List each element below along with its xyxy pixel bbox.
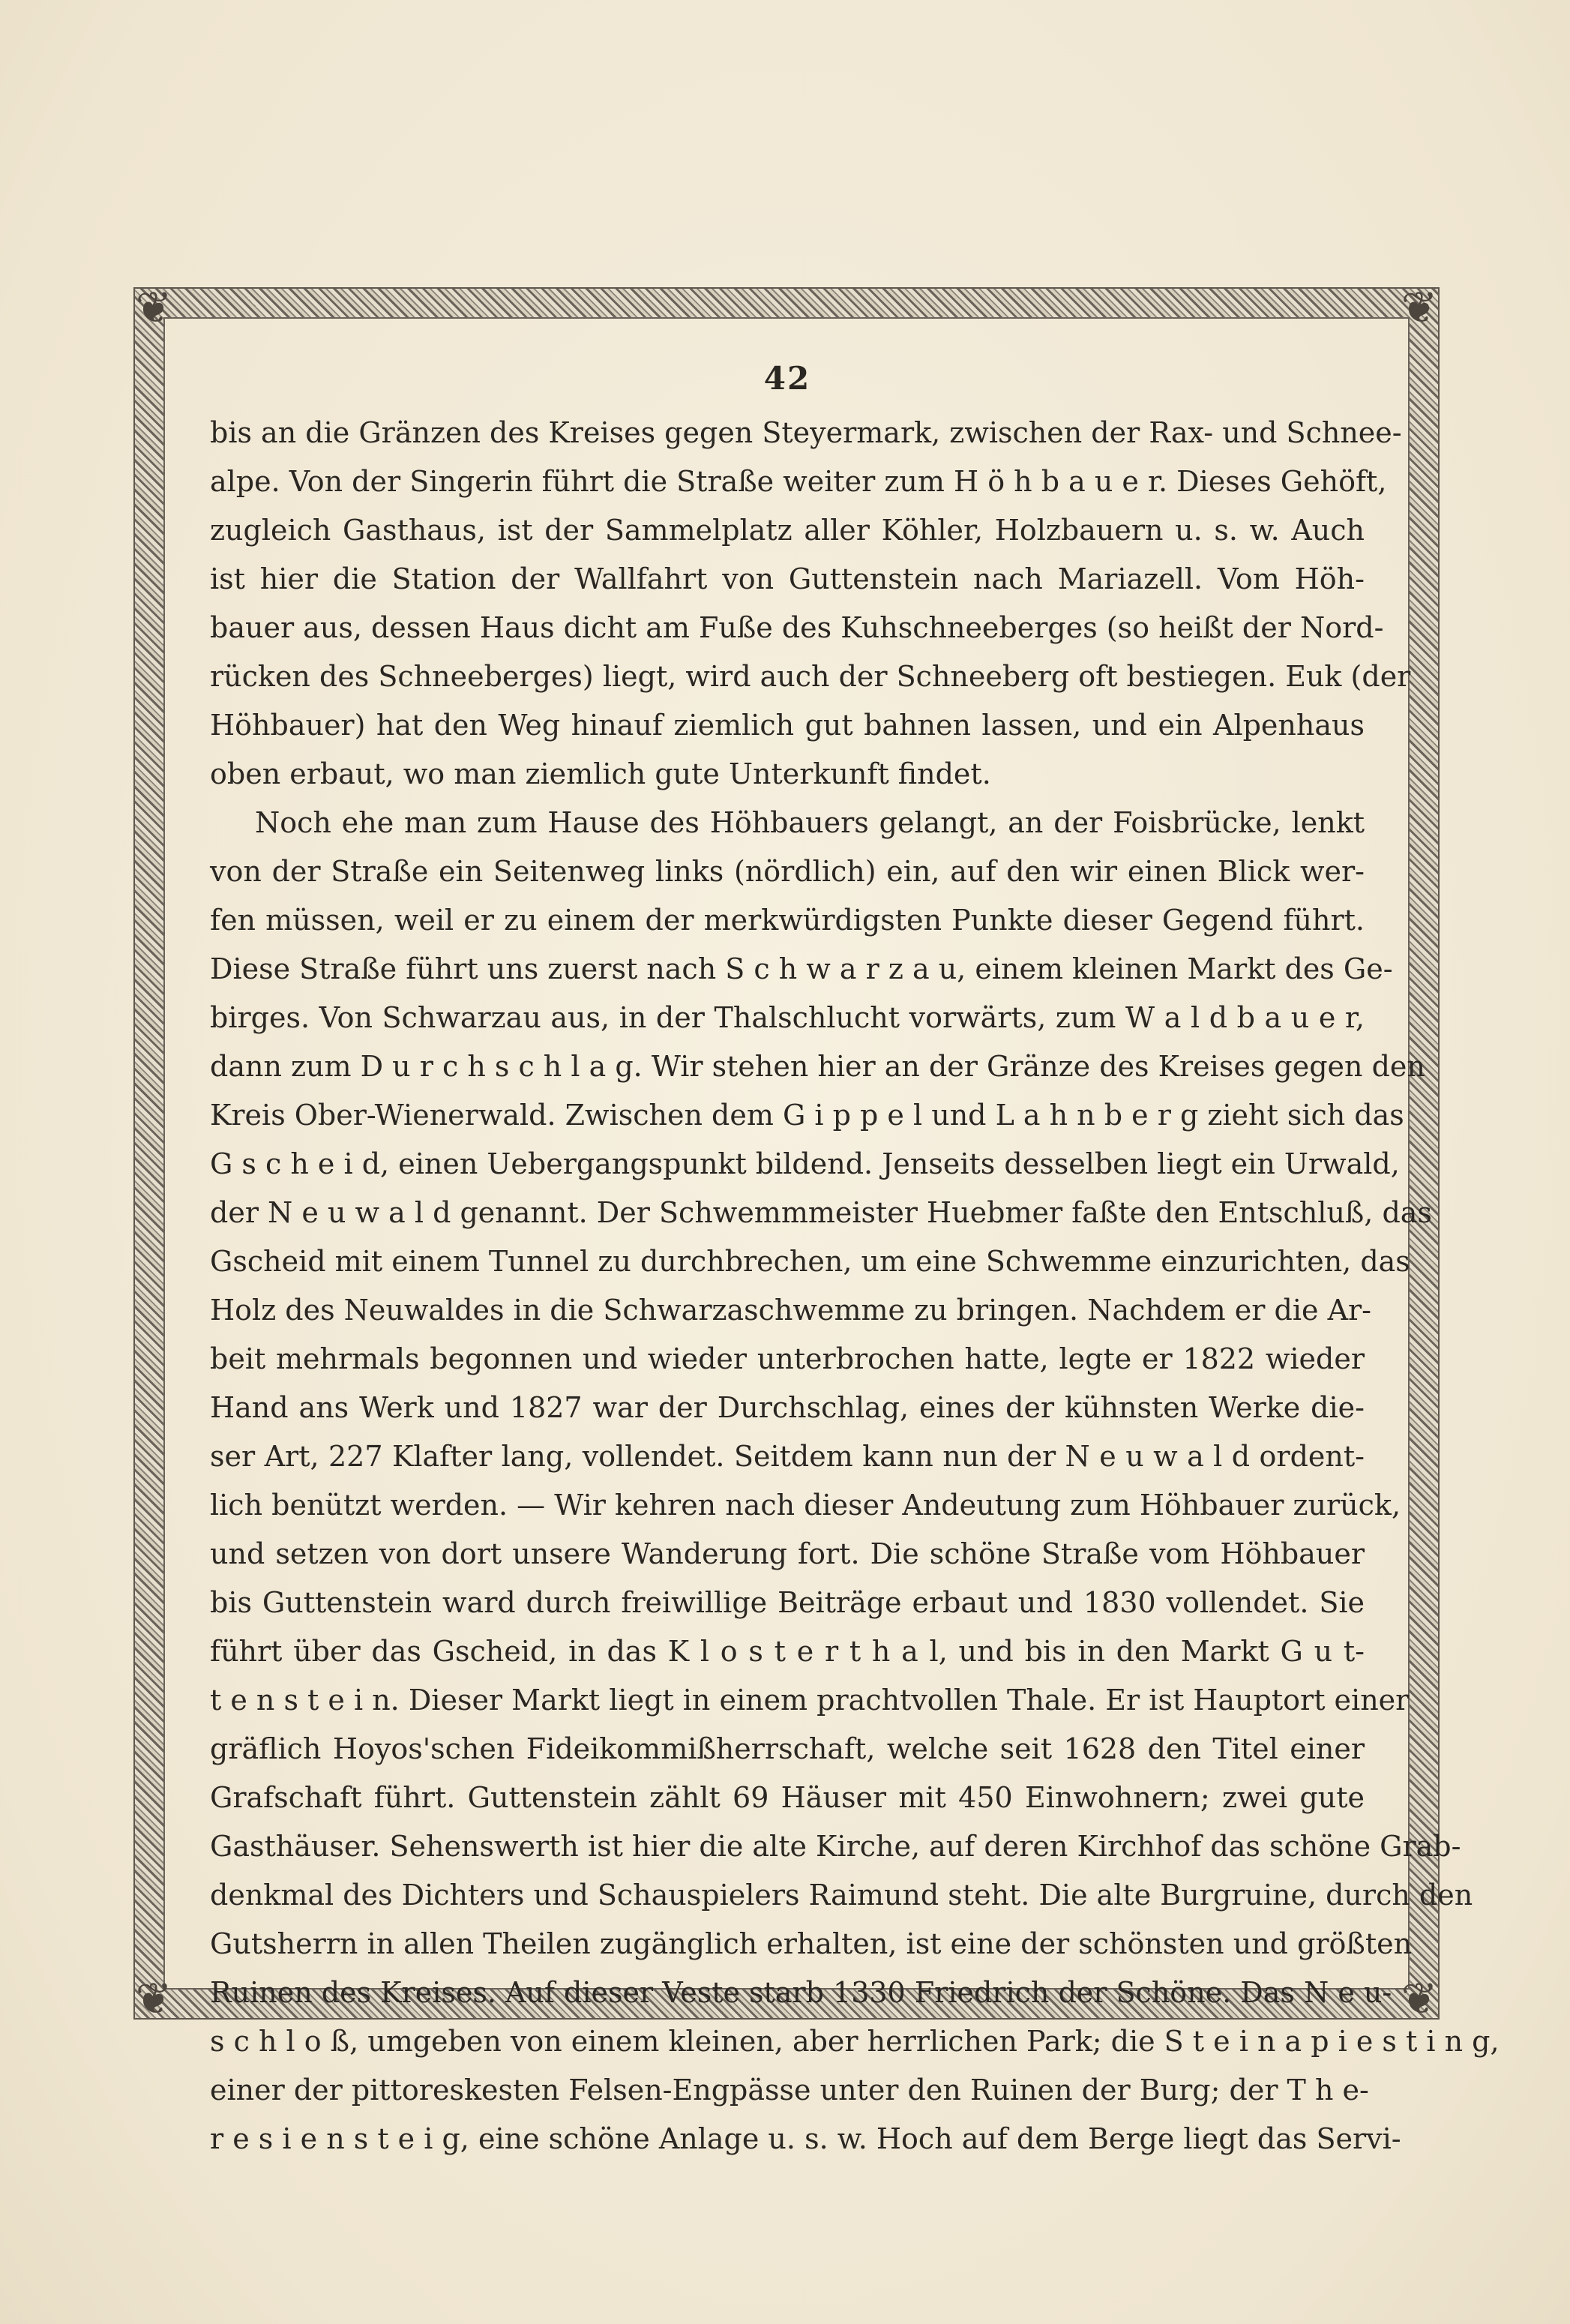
corner-ornament-icon: ❦	[1401, 1973, 1438, 2024]
text-line: bauer aus, dessen Haus dicht am Fuße des Kuhschneeberges (so heißt der Nord-	[210, 611, 1384, 644]
text-line: oben erbaut, wo man ziemlich gute Unterkunft findet.	[210, 757, 991, 790]
corner-ornament-icon: ❦	[1401, 282, 1438, 333]
text-line: Gutsherrn in allen Theilen zugänglich erhalten, ist eine der schönsten und größten	[210, 1927, 1413, 1960]
text-line: gräflich Hoyos'schen Fideikommißherrschaft, welche seit 1628 den Titel einer	[210, 1732, 1365, 1765]
corner-ornament-icon: ❦	[135, 282, 172, 333]
text-line: der N e u w a l d genannt. Der Schwemmmeister Huebmer faßte den Entschluß, das	[210, 1196, 1432, 1229]
text-line: G s c h e i d, einen Uebergangspunkt bildend. Jenseits desselben liegt ein Urwald,	[210, 1147, 1400, 1180]
text-line: dann zum D u r c h s c h l a g. Wir stehen hier an der Gränze des Kreises gegen den	[210, 1050, 1425, 1083]
text-line: Grafschaft führt. Guttenstein zählt 69 Häuser mit 450 Einwohnern; zwei gute	[210, 1781, 1365, 1814]
text-line: t e n s t e i n. Dieser Markt liegt in einem prachtvollen Thale. Er ist Hauptort einer	[210, 1684, 1410, 1717]
text-line: alpe. Von der Singerin führt die Straße weiter zum H ö h b a u e r. Dieses Gehöft,	[210, 465, 1387, 498]
text-line: von der Straße ein Seitenweg links (nördlich) ein, auf den wir einen Blick wer-	[210, 855, 1365, 888]
text-line: fen müssen, weil er zu einem der merkwürdigsten Punkte dieser Gegend führt.	[210, 904, 1365, 937]
text-line: lich benützt werden. — Wir kehren nach dieser Andeutung zum Höhbauer zurück,	[210, 1489, 1401, 1522]
text-line: rücken des Schneeberges) liegt, wird auch der Schneeberg oft bestiegen. Euk (der	[210, 660, 1411, 693]
body-text	[210, 409, 1500, 2164]
text-line: einer der pittoreskesten Felsen-Engpässe unter den Ruinen der Burg; der T h e-	[210, 2074, 1369, 2107]
text-line: und setzen von dort unsere Wanderung fort. Die schöne Straße vom Höhbauer	[210, 1537, 1365, 1570]
text-line: führt über das Gscheid, in das K l o s t e r t h a l, und bis in den Markt G u t-	[210, 1635, 1365, 1668]
text-line: r e s i e n s t e i g, eine schöne Anlage u. s. w. Hoch auf dem Berge liegt das Servi-	[210, 2122, 1401, 2155]
corner-ornament-icon: ❦	[135, 1973, 172, 2024]
text-line: bis Guttenstein ward durch freiwillige Beiträge erbaut und 1830 vollendet. Sie	[210, 1586, 1365, 1619]
text-line: ser Art, 227 Klafter lang, vollendet. Seitdem kann nun der N e u w a l d ordent-	[210, 1440, 1365, 1473]
page-number: 42	[763, 360, 811, 397]
text-line: Gasthäuser. Sehenswerth ist hier die alte Kirche, auf deren Kirchhof das schöne Grab-	[210, 1830, 1461, 1863]
text-line: zugleich Gasthaus, ist der Sammelplatz aller Köhler, Holzbauern u. s. w. Auch	[210, 514, 1365, 547]
text-line: ist hier die Station der Wallfahrt von Guttenstein nach Mariazell. Vom Höh-	[210, 562, 1365, 595]
text-line: Holz des Neuwaldes in die Schwarzaschwemme zu bringen. Nachdem er die Ar-	[210, 1294, 1372, 1327]
text-line: Noch ehe man zum Hause des Höhbauers gelangt, an der Foisbrücke, lenkt	[255, 806, 1365, 839]
text-line: beit mehrmals begonnen und wieder unterbrochen hatte, legte er 1822 wieder	[210, 1342, 1365, 1375]
text-line: Höhbauer) hat den Weg hinauf ziemlich gut bahnen lassen, und ein Alpenhaus	[210, 709, 1365, 742]
text-line: Ruinen des Kreises. Auf dieser Veste starb 1330 Friedrich der Schöne. Das N e u-	[210, 1976, 1392, 2009]
text-line: Hand ans Werk und 1827 war der Durchschlag, eines der kühnsten Werke die-	[210, 1391, 1365, 1424]
text-line: denkmal des Dichters und Schauspielers Raimund steht. Die alte Burgruine, durch den	[210, 1879, 1473, 1912]
text-line: birges. Von Schwarzau aus, in der Thalschlucht vorwärts, zum W a l d b a u e r,	[210, 1001, 1365, 1034]
text-line: bis an die Gränzen des Kreises gegen Steyermark, zwischen der Rax- und Schnee-	[210, 416, 1402, 449]
text-line: s c h l o ß, umgeben von einem kleinen, aber herrlichen Park; die S t e i n a p i e s t i n g,	[210, 2025, 1500, 2058]
text-line: Diese Straße führt uns zuerst nach S c h w a r z a u, einem kleinen Markt des Ge-	[210, 952, 1393, 985]
page-content	[210, 360, 1500, 2164]
text-line: Kreis Ober-Wienerwald. Zwischen dem G i p p e l und L a h n b e r g zieht sich das	[210, 1099, 1404, 1132]
text-line: Gscheid mit einem Tunnel zu durchbrechen, um eine Schwemme einzurichten, das	[210, 1245, 1410, 1278]
